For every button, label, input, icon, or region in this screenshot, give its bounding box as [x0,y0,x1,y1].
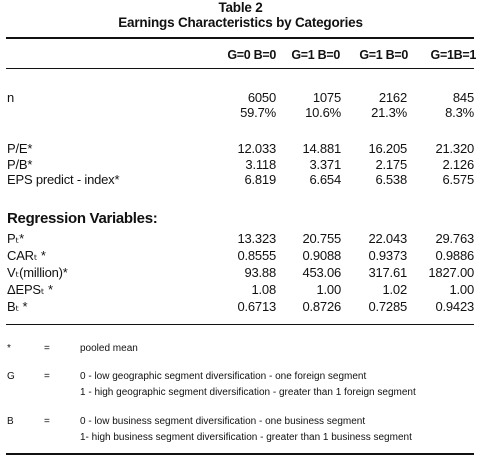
table-cell: 6.575 [442,172,474,187]
table-cell: 6.654 [309,172,341,187]
row-label: P/B* [7,157,33,172]
table-row [0,299,481,315]
section-title: Regression Variables: [7,210,158,227]
table-cell: 453.06 [302,265,341,280]
table-cell: 22.043 [368,231,407,246]
table-cell: 3.118 [245,157,276,172]
notes-rule [6,324,474,325]
table-cell: 0.7285 [368,299,407,314]
table-cell: 10.6% [305,105,341,120]
table-cell: 59.7% [240,105,276,120]
table-cell: 317.61 [368,265,407,280]
table-row [0,282,481,298]
table-row [0,265,481,281]
table-cell: 1.02 [382,282,407,297]
table-cell: 93.88 [244,265,276,280]
table-row [0,157,481,173]
table-title: Earnings Characteristics by Categories [118,15,363,30]
table-cell: 21.320 [435,141,474,156]
table-cell: 14.881 [302,141,341,156]
row-label: P/E* [7,141,33,156]
note-symbol: G [7,371,15,382]
table-cell: 0.9373 [368,248,407,263]
table-cell: 1827.00 [428,265,474,280]
note-text: 1- high business segment diversification - greater than 1 business segment [80,432,412,443]
table-cell: 12.033 [237,141,276,156]
row-label: ΔEPSₜ * [7,282,53,297]
table-cell: 0.9886 [435,248,474,263]
table-cell: 21.3% [371,105,407,120]
table-number: Table 2 [218,0,263,15]
row-label: EPS predict - index* [7,172,120,187]
table-cell: 2162 [378,90,407,105]
column-header-1: G=0 B=0 [227,48,276,62]
table-row [0,141,481,157]
note-equals: = [44,371,50,382]
table-cell: 6.538 [375,172,407,187]
table-cell: 6.819 [244,172,276,187]
column-header-3: G=1 B=0 [359,48,408,62]
note-symbol: * [7,343,11,354]
table-row [0,231,481,247]
note-text: 0 - low business segment diversification - one business segment [80,416,366,427]
table-cell: 0.8555 [237,248,276,263]
note-text: 1 - high geographic segment diversification - greater than 1 foreign segment [80,387,416,398]
row-label: Bₜ * [7,299,28,314]
table-cell: 0.8726 [302,299,341,314]
table-cell: 1075 [312,90,341,105]
note-text: 0 - low geographic segment diversification - one foreign segment [80,371,367,382]
table-cell: 6050 [247,90,276,105]
row-label: CARₜ * [7,248,46,263]
table-cell: 20.755 [302,231,341,246]
table-cell: 1.00 [449,282,474,297]
table-cell: 16.205 [368,141,407,156]
header-rule [6,68,474,69]
table-cell: 2.126 [442,157,474,172]
table-cell: 1.08 [251,282,276,297]
row-label: Pₜ* [7,231,24,246]
table-row [0,105,481,121]
table-row [0,90,481,106]
table-cell: 8.3% [445,105,474,120]
note-text: pooled mean [80,343,138,354]
row-label: Vₜ(million)* [7,265,68,280]
table-row [0,172,481,188]
note-equals: = [44,416,50,427]
table-cell: 0.9088 [302,248,341,263]
bottom-rule [6,453,474,455]
table-cell: 2.175 [375,157,407,172]
note-symbol: B [7,416,14,427]
table-cell: 13.323 [237,231,276,246]
row-label: n [7,90,15,105]
column-header-2: G=1 B=0 [291,48,340,62]
table-cell: 0.9423 [435,299,474,314]
table-cell: 3.371 [309,157,341,172]
table-row [0,248,481,264]
table-cell: 0.6713 [237,299,276,314]
table-cell: 845 [452,90,474,105]
column-header-4: G=1B=1 [430,48,476,62]
table-cell: 29.763 [435,231,474,246]
note-equals: = [44,343,50,354]
table-cell: 1.00 [316,282,341,297]
top-rule [6,37,474,39]
